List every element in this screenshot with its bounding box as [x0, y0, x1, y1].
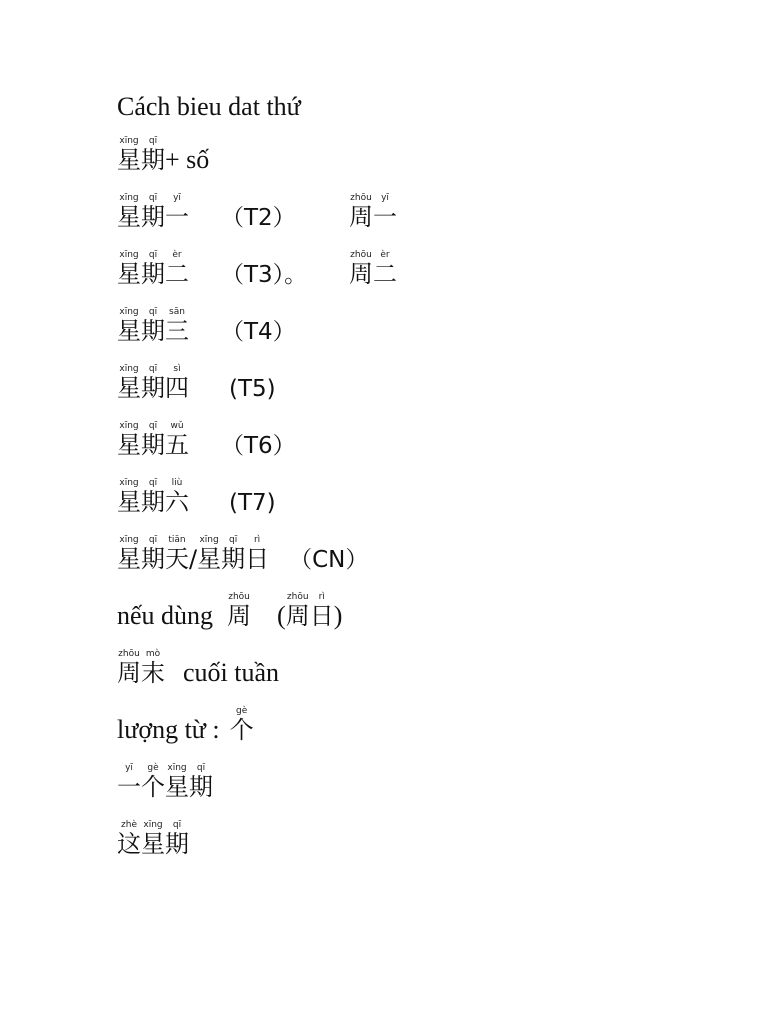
pinyin-annotation: xīng	[141, 820, 165, 830]
day-label: （T3）。	[221, 262, 308, 288]
hanzi-char: 期qī	[141, 136, 165, 174]
pinyin-annotation: zhōu	[349, 250, 373, 260]
neu-dung-hanzi	[227, 592, 252, 630]
day-label: （T4）	[221, 319, 296, 345]
pinyin-annotation: tiān	[165, 535, 189, 545]
measure-word-hanzi	[229, 706, 254, 744]
day-hanzi	[117, 250, 221, 286]
hanzi-char: 周zhōu	[227, 592, 252, 630]
pinyin-annotation: qī	[221, 535, 246, 545]
hanzi-char: 周zhōu	[285, 592, 310, 630]
pinyin-annotation: gè	[229, 706, 254, 716]
hanzi-char: 期qī	[189, 763, 213, 801]
hanzi-char: 周zhōu	[349, 193, 373, 231]
sunday-separator: /	[189, 545, 198, 573]
hanzi-char: 末mò	[141, 649, 165, 687]
sunday-hanzi-b	[197, 535, 270, 573]
hanzi-char: 五wǔ	[165, 421, 189, 459]
neu-dung-row	[117, 592, 342, 629]
hanzi-char: 期qī	[141, 535, 165, 573]
hanzi-char: 个gè	[229, 706, 254, 744]
hanzi-char: 星xīng	[117, 421, 141, 459]
day-label: （T2）	[221, 205, 296, 231]
hanzi-char: 期qī	[141, 193, 165, 231]
pinyin-annotation: sān	[165, 307, 189, 317]
measure-word-row	[117, 706, 254, 743]
pinyin-annotation: zhè	[117, 820, 141, 830]
pinyin-annotation: wǔ	[165, 421, 189, 431]
neu-dung-close-paren: )	[333, 601, 343, 630]
hanzi-char: 星xīng	[117, 535, 141, 573]
day-row-tuesday	[117, 250, 397, 287]
neu-dung-text: nếu dùng	[117, 601, 214, 630]
hanzi-char: 三sān	[165, 307, 189, 345]
neu-dung-hanzi-2	[285, 592, 334, 630]
hanzi-char: 日rì	[309, 592, 334, 630]
pinyin-annotation: qī	[165, 820, 189, 830]
pinyin-annotation: zhōu	[117, 649, 141, 659]
day-label: （T6）	[221, 433, 296, 459]
pinyin-annotation: qī	[141, 307, 165, 317]
hanzi-char: 二èr	[165, 250, 189, 288]
pinyin-annotation: zhōu	[285, 592, 310, 602]
this-week-hanzi	[117, 820, 189, 858]
weekend-hanzi	[117, 649, 165, 687]
pinyin-annotation: qī	[141, 364, 165, 374]
hanzi-char: 周zhōu	[117, 649, 141, 687]
pinyin-annotation: sì	[165, 364, 189, 374]
pinyin-annotation: qī	[141, 478, 165, 488]
day-row-saturday	[117, 478, 276, 515]
hanzi-char: 期qī	[141, 421, 165, 459]
hanzi-char: 星xīng	[141, 820, 165, 858]
day-alt-hanzi	[349, 193, 397, 231]
hanzi-char: 星xīng	[117, 478, 141, 516]
pinyin-annotation: yī	[117, 763, 141, 773]
pinyin-annotation: xīng	[117, 535, 141, 545]
pinyin-annotation: xīng	[165, 763, 189, 773]
day-row-wednesday	[117, 307, 296, 344]
one-week-row	[117, 763, 213, 799]
hanzi-char: 星xīng	[117, 250, 141, 288]
pinyin-annotation: xīng	[197, 535, 222, 545]
day-hanzi	[117, 478, 229, 514]
day-row-friday	[117, 421, 296, 458]
hanzi-char: 六liù	[165, 478, 189, 516]
pinyin-annotation: yī	[373, 193, 397, 203]
hanzi-char: 一yī	[373, 193, 397, 231]
one-week-hanzi	[117, 763, 213, 801]
day-row-thursday	[117, 364, 276, 401]
day-label: (T7)	[229, 490, 276, 516]
formula-row	[117, 136, 209, 173]
pinyin-annotation: xīng	[117, 193, 141, 203]
hanzi-char: 星xīng	[165, 763, 189, 801]
hanzi-char: 期qī	[141, 307, 165, 345]
sunday-label: （CN）	[289, 547, 369, 573]
pinyin-annotation: xīng	[117, 364, 141, 374]
neu-dung-open-paren: (	[277, 601, 286, 630]
formula-suffix: + số	[165, 145, 210, 174]
hanzi-char: 星xīng	[197, 535, 222, 573]
day-row-sunday	[117, 535, 368, 572]
pinyin-annotation: yī	[165, 193, 189, 203]
pinyin-annotation: liù	[165, 478, 189, 488]
page-title: Cách bieu dat thứ	[117, 92, 301, 121]
pinyin-annotation: èr	[165, 250, 189, 260]
this-week-row	[117, 820, 189, 856]
pinyin-annotation: èr	[373, 250, 397, 260]
hanzi-char: 星xīng	[117, 307, 141, 345]
day-row-monday	[117, 193, 397, 230]
pinyin-annotation: zhōu	[227, 592, 252, 602]
pinyin-annotation: qī	[141, 250, 165, 260]
hanzi-char: 星xīng	[117, 136, 141, 174]
pinyin-annotation: qī	[189, 763, 213, 773]
hanzi-char: 周zhōu	[349, 250, 373, 288]
hanzi-char: 期qī	[165, 820, 189, 858]
pinyin-annotation: qī	[141, 136, 165, 146]
pinyin-annotation: xīng	[117, 421, 141, 431]
hanzi-char: 一yī	[117, 763, 141, 801]
hanzi-char: 星xīng	[117, 364, 141, 402]
pinyin-annotation: mò	[141, 649, 165, 659]
pinyin-annotation: zhōu	[349, 193, 373, 203]
pinyin-annotation: qī	[141, 535, 165, 545]
hanzi-char: 期qī	[221, 535, 246, 573]
weekend-row	[117, 649, 279, 686]
day-hanzi	[117, 364, 229, 400]
hanzi-char: 天tiān	[165, 535, 189, 573]
hanzi-char: 个gè	[141, 763, 165, 801]
day-hanzi	[117, 307, 221, 343]
hanzi-char: 一yī	[165, 193, 189, 231]
pinyin-annotation: qī	[141, 193, 165, 203]
day-label: (T5)	[229, 376, 276, 402]
hanzi-char: 日rì	[245, 535, 270, 573]
pinyin-annotation: qī	[141, 421, 165, 431]
day-hanzi	[117, 421, 221, 457]
pinyin-annotation: xīng	[117, 250, 141, 260]
measure-word-text: lượng từ :	[117, 715, 220, 744]
hanzi-char: 这zhè	[117, 820, 141, 858]
pinyin-annotation: gè	[141, 763, 165, 773]
hanzi-char: 期qī	[141, 250, 165, 288]
pinyin-annotation: rì	[245, 535, 270, 545]
hanzi-char: 四sì	[165, 364, 189, 402]
pinyin-annotation: xīng	[117, 478, 141, 488]
hanzi-char: 星xīng	[117, 193, 141, 231]
hanzi-char: 期qī	[141, 364, 165, 402]
weekend-text: cuối tuần	[183, 658, 280, 687]
pinyin-annotation: rì	[309, 592, 334, 602]
hanzi-char: 二èr	[373, 250, 397, 288]
day-hanzi	[117, 193, 221, 229]
sunday-hanzi-a	[117, 535, 189, 573]
pinyin-annotation: xīng	[117, 307, 141, 317]
day-alt-hanzi	[349, 250, 397, 288]
hanzi-char: 期qī	[141, 478, 165, 516]
formula-hanzi	[117, 136, 165, 174]
pinyin-annotation: xīng	[117, 136, 141, 146]
